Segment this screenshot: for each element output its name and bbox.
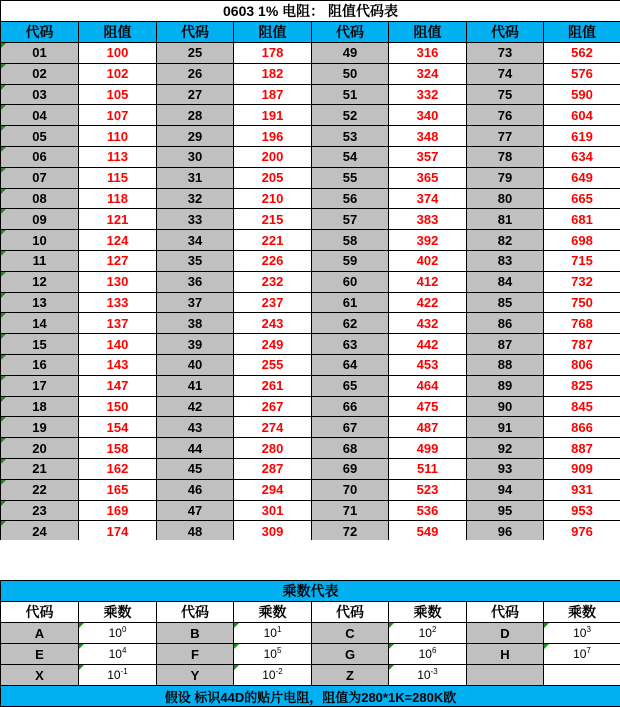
code-cell[interactable]: 15: [1, 334, 79, 355]
code-cell[interactable]: 02: [1, 63, 79, 84]
multiplier-exponent: 2: [432, 625, 436, 634]
multiplier-exponent: 5: [277, 646, 281, 655]
multiplier-code-cell[interactable]: Y: [157, 665, 234, 686]
code-cell[interactable]: 10: [1, 230, 79, 251]
resistance-cell[interactable]: 909: [544, 458, 620, 479]
resistance-cell[interactable]: 806: [544, 354, 620, 375]
resistance-cell[interactable]: 412: [389, 271, 467, 292]
code-cell[interactable]: 75: [467, 84, 544, 105]
resistance-cell[interactable]: 787: [544, 334, 620, 355]
table-row: [1, 105, 620, 126]
resistance-cell[interactable]: 105: [79, 84, 157, 105]
code-cell[interactable]: 80: [467, 188, 544, 209]
column-header: 代码: [1, 22, 79, 43]
multiplier-row: [1, 644, 620, 665]
resistance-cell[interactable]: 249: [234, 334, 312, 355]
code-cell[interactable]: 37: [157, 292, 234, 313]
code-cell[interactable]: 11: [1, 250, 79, 271]
multiplier-base: 10: [419, 626, 432, 640]
resistance-cell[interactable]: 107: [79, 105, 157, 126]
multiplier-code-cell[interactable]: F: [157, 644, 234, 665]
multiplier-base: 10: [573, 647, 586, 661]
code-cell[interactable]: 67: [312, 417, 389, 438]
multiplier-value-cell[interactable]: [389, 665, 467, 686]
resistance-cell[interactable]: 215: [234, 209, 312, 230]
table-row: [1, 334, 620, 355]
code-cell[interactable]: 89: [467, 375, 544, 396]
code-cell[interactable]: 18: [1, 396, 79, 417]
multiplier-column-header: 代码: [312, 602, 389, 623]
resistance-cell[interactable]: 976: [544, 521, 620, 542]
resistance-cell[interactable]: 243: [234, 313, 312, 334]
multiplier-code-cell[interactable]: A: [1, 623, 79, 644]
table-row: [1, 43, 620, 64]
resistance-cell[interactable]: 487: [389, 417, 467, 438]
multiplier-exponent: 0: [122, 625, 126, 634]
code-cell[interactable]: 33: [157, 209, 234, 230]
code-cell[interactable]: 77: [467, 126, 544, 147]
resistance-cell[interactable]: 634: [544, 146, 620, 167]
table-row: [1, 375, 620, 396]
code-cell[interactable]: 26: [157, 63, 234, 84]
multiplier-base: 10: [107, 668, 120, 682]
table-row: [1, 458, 620, 479]
resistance-cell[interactable]: 267: [234, 396, 312, 417]
code-cell[interactable]: 76: [467, 105, 544, 126]
code-cell[interactable]: 64: [312, 354, 389, 375]
resistance-cell[interactable]: 210: [234, 188, 312, 209]
resistance-cell[interactable]: 475: [389, 396, 467, 417]
resistance-cell[interactable]: 110: [79, 126, 157, 147]
multiplier-code-cell[interactable]: D: [467, 623, 544, 644]
multiplier-title: 乘数代表: [1, 581, 620, 602]
column-header: 代码: [312, 22, 389, 43]
resistance-cell[interactable]: 165: [79, 479, 157, 500]
multiplier-code-cell[interactable]: X: [1, 665, 79, 686]
resistance-cell[interactable]: 143: [79, 354, 157, 375]
main-title: 0603 1% 电阻： 阻值代码表: [1, 1, 620, 22]
multiplier-table: [0, 580, 620, 707]
table-row: [1, 292, 620, 313]
code-cell[interactable]: 41: [157, 375, 234, 396]
resistance-cell[interactable]: 374: [389, 188, 467, 209]
resistance-cell[interactable]: 392: [389, 230, 467, 251]
multiplier-column-header: 代码: [467, 602, 544, 623]
code-cell[interactable]: 47: [157, 500, 234, 521]
column-header: 阻值: [79, 22, 157, 43]
code-cell[interactable]: 08: [1, 188, 79, 209]
multiplier-value-cell[interactable]: [79, 623, 157, 644]
empty-area: [0, 540, 620, 580]
resistance-cell[interactable]: 118: [79, 188, 157, 209]
footer-row: [1, 686, 620, 707]
resistance-cell[interactable]: 604: [544, 105, 620, 126]
resistance-cell[interactable]: 562: [544, 43, 620, 64]
resistance-cell[interactable]: 422: [389, 292, 467, 313]
resistance-cell[interactable]: 226: [234, 250, 312, 271]
resistance-cell[interactable]: 576: [544, 63, 620, 84]
column-header: 阻值: [389, 22, 467, 43]
resistance-cell[interactable]: 205: [234, 167, 312, 188]
code-cell[interactable]: 73: [467, 43, 544, 64]
code-cell[interactable]: 61: [312, 292, 389, 313]
table-row: [1, 521, 620, 542]
code-cell[interactable]: 43: [157, 417, 234, 438]
resistance-cell[interactable]: 619: [544, 126, 620, 147]
resistance-cell[interactable]: 191: [234, 105, 312, 126]
table-row: [1, 230, 620, 251]
resistance-cell[interactable]: 113: [79, 146, 157, 167]
resistance-cell[interactable]: 196: [234, 126, 312, 147]
code-cell[interactable]: 95: [467, 500, 544, 521]
code-cell[interactable]: 42: [157, 396, 234, 417]
resistance-cell[interactable]: 825: [544, 375, 620, 396]
code-cell[interactable]: 23: [1, 500, 79, 521]
code-cell[interactable]: 03: [1, 84, 79, 105]
table-row: [1, 146, 620, 167]
code-cell[interactable]: 63: [312, 334, 389, 355]
code-cell[interactable]: 57: [312, 209, 389, 230]
resistance-cell[interactable]: 287: [234, 458, 312, 479]
code-cell[interactable]: 31: [157, 167, 234, 188]
table-row: [1, 250, 620, 271]
multiplier-header-row: [1, 602, 620, 623]
resistance-cell[interactable]: 301: [234, 500, 312, 521]
code-cell[interactable]: 70: [312, 479, 389, 500]
multiplier-value-cell[interactable]: [79, 644, 157, 665]
resistance-cell[interactable]: 121: [79, 209, 157, 230]
code-cell[interactable]: 62: [312, 313, 389, 334]
multiplier-column-header: 代码: [1, 602, 79, 623]
code-cell[interactable]: 66: [312, 396, 389, 417]
resistance-cell[interactable]: 133: [79, 292, 157, 313]
resistance-cell[interactable]: 383: [389, 209, 467, 230]
resistance-cell[interactable]: 102: [79, 63, 157, 84]
multiplier-column-header: 乘数: [389, 602, 467, 623]
code-cell[interactable]: 24: [1, 521, 79, 542]
multiplier-row: [1, 623, 620, 644]
table-row: [1, 479, 620, 500]
code-cell[interactable]: 56: [312, 188, 389, 209]
resistance-cell[interactable]: 221: [234, 230, 312, 251]
resistance-cell[interactable]: 590: [544, 84, 620, 105]
resistance-cell[interactable]: 309: [234, 521, 312, 542]
code-cell[interactable]: 88: [467, 354, 544, 375]
resistance-cell[interactable]: 536: [389, 500, 467, 521]
code-cell[interactable]: 36: [157, 271, 234, 292]
table-row: [1, 63, 620, 84]
resistance-cell[interactable]: 237: [234, 292, 312, 313]
multiplier-value-cell[interactable]: [544, 644, 620, 665]
resistance-cell[interactable]: 442: [389, 334, 467, 355]
resistance-cell[interactable]: 681: [544, 209, 620, 230]
code-cell[interactable]: 04: [1, 105, 79, 126]
table-row: [1, 417, 620, 438]
table-row: [1, 271, 620, 292]
code-cell[interactable]: 53: [312, 126, 389, 147]
multiplier-value-cell[interactable]: [389, 644, 467, 665]
code-cell[interactable]: 87: [467, 334, 544, 355]
multiplier-code-cell[interactable]: E: [1, 644, 79, 665]
code-cell[interactable]: 40: [157, 354, 234, 375]
multiplier-base: 10: [573, 626, 586, 640]
resistance-cell[interactable]: 280: [234, 438, 312, 459]
resistance-cell[interactable]: 340: [389, 105, 467, 126]
resistance-cell[interactable]: 698: [544, 230, 620, 251]
code-cell[interactable]: 21: [1, 458, 79, 479]
resistance-cell[interactable]: 100: [79, 43, 157, 64]
multiplier-code-cell[interactable]: H: [467, 644, 544, 665]
resistance-cell[interactable]: 130: [79, 271, 157, 292]
column-header: 阻值: [234, 22, 312, 43]
resistance-cell[interactable]: 127: [79, 250, 157, 271]
multiplier-value-cell[interactable]: [389, 623, 467, 644]
code-cell[interactable]: 85: [467, 292, 544, 313]
code-cell[interactable]: 86: [467, 313, 544, 334]
column-header: 阻值: [544, 22, 620, 43]
resistance-cell[interactable]: 432: [389, 313, 467, 334]
multiplier-value-cell[interactable]: [544, 623, 620, 644]
code-cell[interactable]: 19: [1, 417, 79, 438]
code-cell[interactable]: 12: [1, 271, 79, 292]
resistance-cell[interactable]: 845: [544, 396, 620, 417]
resistance-cell[interactable]: 124: [79, 230, 157, 251]
code-cell[interactable]: 91: [467, 417, 544, 438]
code-cell[interactable]: 94: [467, 479, 544, 500]
code-cell[interactable]: 58: [312, 230, 389, 251]
resistance-cell[interactable]: 348: [389, 126, 467, 147]
multiplier-code-cell[interactable]: C: [312, 623, 389, 644]
multiplier-base: 10: [262, 668, 275, 682]
multiplier-exponent: -2: [276, 667, 283, 676]
code-cell[interactable]: 82: [467, 230, 544, 251]
code-cell[interactable]: 60: [312, 271, 389, 292]
resistance-cell[interactable]: 402: [389, 250, 467, 271]
code-cell[interactable]: 25: [157, 43, 234, 64]
resistance-cell[interactable]: 887: [544, 438, 620, 459]
code-cell[interactable]: 92: [467, 438, 544, 459]
table-row: [1, 313, 620, 334]
resistance-cell[interactable]: 499: [389, 438, 467, 459]
code-cell[interactable]: 83: [467, 250, 544, 271]
resistance-cell[interactable]: 523: [389, 479, 467, 500]
resistance-cell[interactable]: 200: [234, 146, 312, 167]
code-cell[interactable]: 71: [312, 500, 389, 521]
resistance-cell[interactable]: 154: [79, 417, 157, 438]
code-cell[interactable]: 78: [467, 146, 544, 167]
code-cell[interactable]: 28: [157, 105, 234, 126]
code-cell[interactable]: 96: [467, 521, 544, 542]
resistance-cell[interactable]: 187: [234, 84, 312, 105]
multiplier-code-cell[interactable]: G: [312, 644, 389, 665]
resistance-cell[interactable]: 357: [389, 146, 467, 167]
resistance-cell[interactable]: 549: [389, 521, 467, 542]
multiplier-column-header: 乘数: [234, 602, 312, 623]
resistance-cell[interactable]: 147: [79, 375, 157, 396]
resistance-cell[interactable]: 332: [389, 84, 467, 105]
resistance-cell[interactable]: 294: [234, 479, 312, 500]
multiplier-base: 10: [264, 626, 277, 640]
resistance-cell[interactable]: 182: [234, 63, 312, 84]
table-row: [1, 209, 620, 230]
code-cell[interactable]: 09: [1, 209, 79, 230]
multiplier-exponent: 3: [586, 625, 590, 634]
code-cell[interactable]: 52: [312, 105, 389, 126]
multiplier-base: 10: [264, 647, 277, 661]
code-cell[interactable]: 22: [1, 479, 79, 500]
code-cell[interactable]: 35: [157, 250, 234, 271]
code-cell[interactable]: 06: [1, 146, 79, 167]
table-row: [1, 84, 620, 105]
resistance-cell[interactable]: 511: [389, 458, 467, 479]
code-cell[interactable]: 38: [157, 313, 234, 334]
multiplier-code-cell[interactable]: B: [157, 623, 234, 644]
code-cell[interactable]: 27: [157, 84, 234, 105]
code-cell[interactable]: 20: [1, 438, 79, 459]
header-row: [1, 22, 620, 43]
resistance-cell[interactable]: 174: [79, 521, 157, 542]
code-cell[interactable]: 51: [312, 84, 389, 105]
multiplier-base: 10: [417, 668, 430, 682]
code-cell[interactable]: 29: [157, 126, 234, 147]
resistance-cell[interactable]: 158: [79, 438, 157, 459]
resistance-cell[interactable]: 715: [544, 250, 620, 271]
multiplier-column-header: 乘数: [79, 602, 157, 623]
code-cell[interactable]: 05: [1, 126, 79, 147]
code-cell[interactable]: 32: [157, 188, 234, 209]
resistance-cell[interactable]: 255: [234, 354, 312, 375]
code-cell[interactable]: 17: [1, 375, 79, 396]
table-row: [1, 500, 620, 521]
resistance-cell[interactable]: 115: [79, 167, 157, 188]
resistance-cell[interactable]: 324: [389, 63, 467, 84]
resistance-cell[interactable]: 866: [544, 417, 620, 438]
code-cell[interactable]: 13: [1, 292, 79, 313]
resistance-cell[interactable]: 261: [234, 375, 312, 396]
code-cell[interactable]: 69: [312, 458, 389, 479]
multiplier-base: 10: [419, 647, 432, 661]
code-cell[interactable]: 72: [312, 521, 389, 542]
column-header: 代码: [157, 22, 234, 43]
multiplier-exponent: 4: [122, 646, 126, 655]
table-row: [1, 167, 620, 188]
resistance-cell[interactable]: 316: [389, 43, 467, 64]
column-header: 代码: [467, 22, 544, 43]
resistance-cell[interactable]: 365: [389, 167, 467, 188]
resistance-cell[interactable]: 232: [234, 271, 312, 292]
table-row: [1, 126, 620, 147]
resistance-cell[interactable]: 162: [79, 458, 157, 479]
resistance-cell[interactable]: 464: [389, 375, 467, 396]
code-cell[interactable]: 93: [467, 458, 544, 479]
footer-note: 假设 标识44D的贴片电阻，阻值为280*1K=280K欧: [1, 686, 620, 707]
code-cell[interactable]: 07: [1, 167, 79, 188]
multiplier-base: 10: [109, 626, 122, 640]
multiplier-value-cell[interactable]: [544, 665, 620, 686]
resistance-cell[interactable]: 732: [544, 271, 620, 292]
resistance-cell[interactable]: 150: [79, 396, 157, 417]
code-cell[interactable]: 49: [312, 43, 389, 64]
resistance-cell[interactable]: 665: [544, 188, 620, 209]
code-cell[interactable]: 55: [312, 167, 389, 188]
multiplier-value-cell[interactable]: [234, 665, 312, 686]
table-row: [1, 188, 620, 209]
table-row: [1, 396, 620, 417]
code-cell[interactable]: 45: [157, 458, 234, 479]
code-cell[interactable]: 79: [467, 167, 544, 188]
code-cell[interactable]: 14: [1, 313, 79, 334]
multiplier-exponent: 1: [277, 625, 281, 634]
resistance-cell[interactable]: 649: [544, 167, 620, 188]
resistance-cell[interactable]: 750: [544, 292, 620, 313]
resistance-cell[interactable]: 768: [544, 313, 620, 334]
code-cell[interactable]: 50: [312, 63, 389, 84]
code-cell[interactable]: 54: [312, 146, 389, 167]
code-cell[interactable]: 90: [467, 396, 544, 417]
resistance-cell[interactable]: 137: [79, 313, 157, 334]
multiplier-column-header: 代码: [157, 602, 234, 623]
resistance-cell[interactable]: 274: [234, 417, 312, 438]
table-row: [1, 354, 620, 375]
resistance-cell[interactable]: 931: [544, 479, 620, 500]
code-cell[interactable]: 81: [467, 209, 544, 230]
code-cell[interactable]: 74: [467, 63, 544, 84]
code-cell[interactable]: 48: [157, 521, 234, 542]
multiplier-code-cell[interactable]: Z: [312, 665, 389, 686]
multiplier-value-cell[interactable]: [234, 623, 312, 644]
resistance-cell[interactable]: 953: [544, 500, 620, 521]
resistance-cell[interactable]: 453: [389, 354, 467, 375]
multiplier-exponent: 6: [432, 646, 436, 655]
code-cell[interactable]: 30: [157, 146, 234, 167]
multiplier-value-cell[interactable]: [79, 665, 157, 686]
code-cell[interactable]: 65: [312, 375, 389, 396]
multiplier-column-header: 乘数: [544, 602, 620, 623]
table-row: [1, 438, 620, 459]
code-cell[interactable]: 01: [1, 43, 79, 64]
multiplier-base: 10: [109, 647, 122, 661]
code-cell[interactable]: 59: [312, 250, 389, 271]
multiplier-exponent: 7: [586, 646, 590, 655]
code-cell[interactable]: 46: [157, 479, 234, 500]
resistance-cell[interactable]: 178: [234, 43, 312, 64]
multiplier-value-cell[interactable]: [234, 644, 312, 665]
resistance-cell[interactable]: 169: [79, 500, 157, 521]
multiplier-row: [1, 665, 620, 686]
code-cell[interactable]: 44: [157, 438, 234, 459]
multiplier-exponent: -3: [431, 667, 438, 676]
code-cell[interactable]: 39: [157, 334, 234, 355]
resistance-cell[interactable]: 140: [79, 334, 157, 355]
code-cell[interactable]: 68: [312, 438, 389, 459]
code-cell[interactable]: 84: [467, 271, 544, 292]
multiplier-exponent: -1: [121, 667, 128, 676]
code-cell[interactable]: 34: [157, 230, 234, 251]
code-cell[interactable]: 16: [1, 354, 79, 375]
multiplier-code-cell[interactable]: [467, 665, 544, 686]
